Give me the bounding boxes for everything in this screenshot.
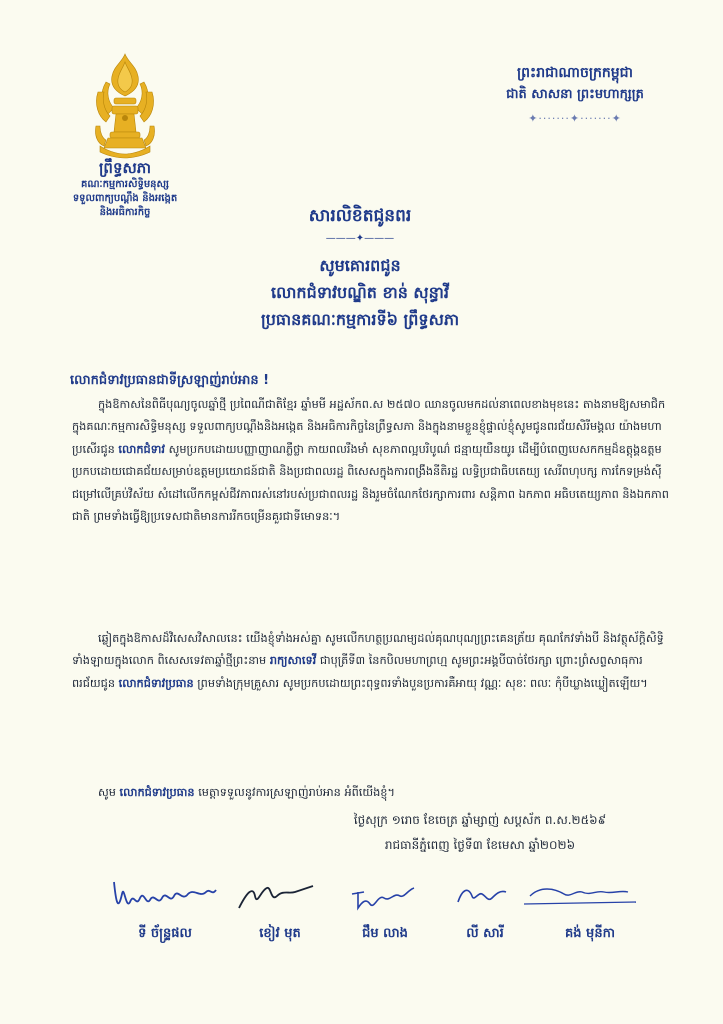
commission-name-line2: ទទួលពាក្យបណ្ដឹង និងអង្កេត [72, 193, 178, 204]
signature-3 [348, 872, 418, 920]
paragraph-3-part1: សូម [98, 786, 116, 799]
document-title: សារលិខិតជូនពរ [308, 206, 412, 226]
addressee-name: លោកជំទាវបណ្ឌិត ខាន់ សុន្ធាវី [271, 283, 449, 302]
salutation: លោកជំទាវប្រធានជាទីស្រឡាញ់រាប់អាន ! [70, 373, 270, 388]
royal-emblem-icon [92, 52, 158, 160]
paragraph-2-bold1: រាក្យសាទេវី [269, 654, 317, 668]
motto-text: ជាតិ សាសនា ព្រះមហាក្សត្រ [506, 87, 644, 102]
lunar-date: ថ្ងៃសុក្រ ១រោច ខែចេត្រ ឆ្នាំម្សាញ់ សប្តស័ក ព.ស.២៥៦៩ [353, 813, 607, 827]
paragraph-1-part2: សូមប្រកបដោយបញ្ញាញាណភ្លឺថ្លា កាយពលរឹងមាំ សុខភាពល្អបរិបូណ៌ ជន្មាយុយឺនយូរ ដើម្បីបំពេញបេសកកម្មដ៏ឧត្តុង្គឧត្តមប្រកបដោយជោគជ័យសម្រាប់ឧត្តមប្រយោជន៍ជាតិ និងប្រជាពលរដ្ឋ ពិសេសក្នុងការពង្រឹងនីតិរដ្ឋ លទ្ធិប្រជាធិបតេយ្យ សេរីពហុបក្ស ការកែទម្រង់ស៊ីជម្រៅលើគ្រប់វិស័យ សំដៅលើកកម្ពស់ជីវភាពរស់នៅរបស់ប្រជាពលរដ្ឋ និងរួមចំណែកថែរក្សាការពារ សន្តិភាព ឯកភាព អធិបតេយ្យភាព និងឯកភាពជាតិ ព្រមទាំងធ្វើឱ្យប្រទេសជាតិមានការរីកចម្រើនគួរជាទីមោទនៈ។ [72, 442, 669, 524]
signature-5 [520, 872, 640, 920]
signatory-3: ជឹម លាង [362, 926, 408, 941]
kingdom-name: ព្រះរាជាណាចក្រកម្ពុជា [516, 65, 633, 81]
signatory-4: លី សារី [466, 926, 504, 941]
paragraph-3 [98, 782, 696, 804]
paragraph-3-bold: លោកជំទាវប្រធាន [119, 786, 195, 799]
title-ornament: ———✦——— [325, 233, 395, 244]
paragraph-3-part2: មេត្តាទទួលនូវការស្រឡាញ់រាប់អាន អំពីយើងខ្ញុំ។ [198, 786, 395, 799]
national-motto [470, 62, 680, 125]
place-date: រាជធានីភ្នំពេញ ថ្ងៃទី៣ ខែមេសា ឆ្នាំ២០២៦ [384, 838, 576, 852]
paragraph-1-part1: ក្នុងឱកាសនៃពិធីបុណ្យចូលឆ្នាំថ្មី ប្រពៃណីជាតិខ្មែរ ឆ្នាំមមី អដ្ឋស័កព.ស ២៥៧០ ឈានចូលមកដល់នាពេលខាងមុខនេះ តាងនាមឱ្យសមាជិកក្នុងគណៈកម្មការសិទ្ធិមនុស្ស ទទួលពាក្យបណ្តឹងនិងអង្កេត និងអធិការកិច្ចនៃព្រឹទ្ធសភា និងក្នុងនាមខ្លួនខ្ញុំផ្ទាល់ខ្ញុំសូមជូនពរជ័យសិរីមង្គល យ៉ាងមហាប្រសើរជូន [72, 398, 666, 456]
signatory-5: គង់ មុនីកា [565, 926, 615, 941]
signatory-1: ទី ច័ន្ទ្រផល [138, 926, 192, 941]
paragraph-2-bold2: លោកជំទាវប្រធាន [118, 676, 194, 690]
addressee-title: ប្រធានគណៈកម្មការទី៦ ព្រឹទ្ធសភា [260, 310, 460, 329]
motto-ornament: ✦·······✦·······✦ [528, 112, 622, 125]
signature-1 [108, 872, 218, 920]
addressee-block [160, 252, 560, 333]
paragraph-2-part3: ព្រមទាំងក្រុមគ្រួសារ សូមប្រកបដោយព្រះពុទ្ធពរទាំងបួនប្រការគឺអាយុ វណ្ណៈ សុខៈ ពលៈ កុំបីឃ្លាងឃ្លៀតឡើយ។ [197, 676, 648, 690]
date-block [280, 808, 680, 858]
signature-2 [235, 872, 315, 920]
paragraph-2-part1: ឆ្លៀតក្នុងឱកាសដ៏វិសេសវិសាលនេះ យើងខ្ញុំទាំងអស់គ្នា សូមលើកហត្ថប្រណម្យដល់គុណបុណ្យព្រះគេនត្រ័យ គុណកែវទាំងបី និងវត្ថុស័ក្តិសិទ្ធិទាំងឡាយក្នុងលោក ពិសេសទេវតាឆ្នាំថ្មីព្រះនាម [72, 632, 664, 668]
paragraph-1-bold: លោកជំទាវ [118, 442, 166, 456]
signature-4 [452, 872, 512, 920]
signatory-2: ខៀវ មុត [259, 926, 301, 941]
institution-block [40, 158, 210, 220]
institution-name: ព្រឹទ្ធសភា [98, 159, 152, 177]
paragraph-1 [72, 394, 670, 528]
paragraph-2 [72, 628, 670, 695]
commission-name-line3: និងអធិការកិច្ច [99, 207, 151, 218]
paragraph-2-part2: ជាបុត្រីទី៣ នៃកបិលមហាព្រហ្ម សូមព្រះអង្គបីបាច់ថែរក្សា ព្រោះព្រំសព្ទសាធុការពរជ័យជូន [72, 654, 643, 690]
addressee-greeting: សូមគោរពជូន [319, 256, 401, 275]
commission-name-line1: គណៈកម្មការសិទ្ធិមនុស្ស [80, 179, 170, 190]
